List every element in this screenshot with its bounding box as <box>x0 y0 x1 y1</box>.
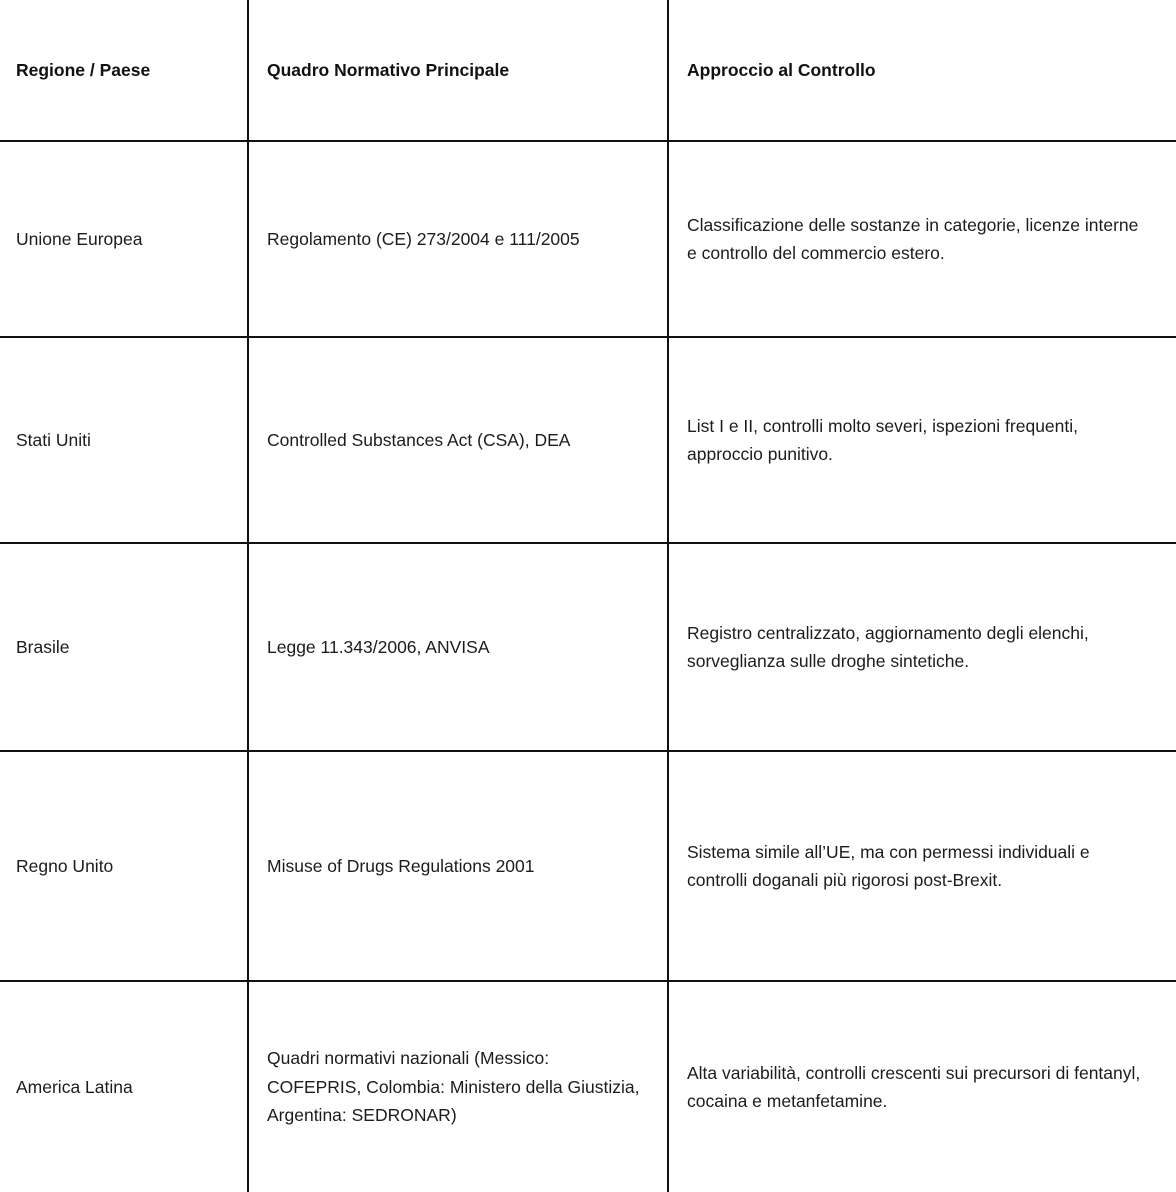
column-header-approach: Approccio al Controllo <box>668 0 1176 141</box>
cell-approach: Sistema simile all’UE, ma con permessi individuali e controlli doganali più rigorosi post-Brexit. <box>668 751 1176 981</box>
column-header-region: Regione / Paese <box>0 0 248 141</box>
table-row <box>0 141 1176 337</box>
table-row <box>0 751 1176 981</box>
cell-framework: Quadri normativi nazionali (Messico: COFEPRIS, Colombia: Ministero della Giustizia, Argentina: SEDRONAR) <box>248 981 668 1192</box>
table-row <box>0 337 1176 543</box>
cell-approach: Alta variabilità, controlli crescenti sui precursori di fentanyl, cocaina e metanfetamine. <box>687 1062 1141 1111</box>
cell-region: Stati Uniti <box>0 337 248 543</box>
cell-framework: Misuse of Drugs Regulations 2001 <box>248 751 668 981</box>
cell-framework: Controlled Substances Act (CSA), DEA <box>248 337 668 543</box>
table-header <box>0 0 1176 141</box>
cell-framework: Regolamento (CE) 273/2004 e 111/2005 <box>248 141 668 337</box>
cell-region: Regno Unito <box>0 751 248 981</box>
cell-framework: Legge 11.343/2006, ANVISA <box>248 543 668 751</box>
table-body <box>0 141 1176 1192</box>
cell-region: Brasile <box>0 543 248 751</box>
cell-region: America Latina <box>0 981 248 1192</box>
table-header-row <box>0 0 1176 141</box>
cell-approach: Classificazione delle sostanze in categorie, licenze interne e controllo del commercio estero. <box>668 141 1176 337</box>
cell-approach: Registro centralizzato, aggiornamento degli elenchi, sorveglianza sulle droghe sintetiche. <box>668 543 1176 751</box>
table-row <box>0 543 1176 751</box>
cell-approach: List I e II, controlli molto severi, ispezioni frequenti, approccio punitivo. <box>668 337 1176 543</box>
table-row <box>0 981 1176 1192</box>
column-header-framework: Quadro Normativo Principale <box>248 0 668 141</box>
cell-region: Unione Europea <box>0 141 248 337</box>
